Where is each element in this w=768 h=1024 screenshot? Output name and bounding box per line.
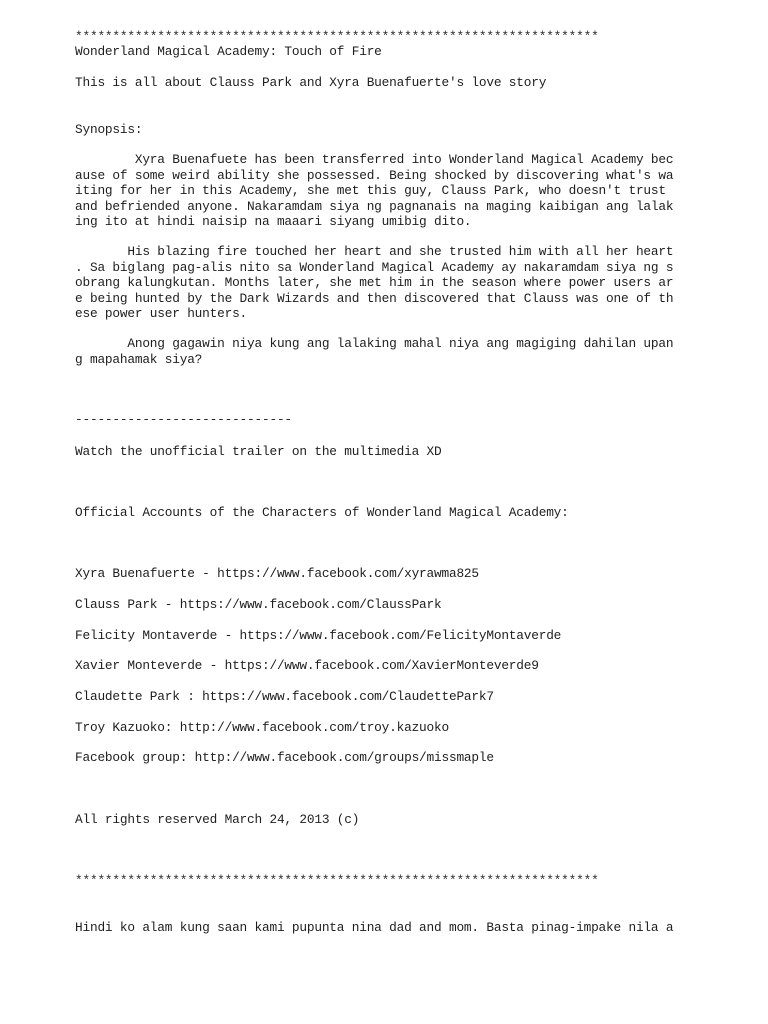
trailer-note: Watch the unofficial trailer on the multimedia XD [75,444,442,459]
synopsis-heading: Synopsis: [75,122,143,137]
tagline: This is all about Clauss Park and Xyra Buenafuerte's love story [75,75,547,90]
synopsis-p2-line: His blazing fire touched her heart and she trusted him with all her heart [75,244,674,259]
synopsis-p2-line: e being hunted by the Dark Wizards and then discovered that Clauss was one of th [75,290,674,306]
synopsis-p2-line: ese power user hunters. [75,306,248,321]
account-entry: Claudette Park : https://www.facebook.com/ClaudettePark7 [75,689,494,704]
dash-rule: ----------------------------- [75,412,292,427]
account-entry: Xyra Buenafuerte - https://www.facebook.com/xyrawma825 [75,566,479,581]
accounts-heading: Official Accounts of the Characters of Wonderland Magical Academy: [75,505,569,520]
synopsis-p1-line: ause of some weird ability she possessed. Being shocked by discovering what's wa [75,167,674,183]
synopsis-p1-line: iting for her in this Academy, she met this guy, Clauss Park, who doesn't trust [75,183,666,198]
account-entry: Xavier Monteverde - https://www.facebook.com/XavierMonteverde9 [75,658,539,673]
synopsis-p3-line: Anong gagawin niya kung ang lalaking mahal niya ang magiging dahilan upan [75,336,674,351]
account-entry: Felicity Montaverde - https://www.facebook.com/FelicityMontaverde [75,628,562,643]
document-title: Wonderland Magical Academy: Touch of Fire [75,44,382,59]
account-entry: Troy Kazuoko: http://www.facebook.com/troy.kazuoko [75,720,449,735]
story-opening-line: Hindi ko alam kung saan kami pupunta nina dad and mom. Basta pinag-impake nila a [75,920,674,935]
synopsis-p2-line: obrang kalungkutan. Months later, she met him in the season where power users ar [75,275,674,290]
document-page [75,0,695,1024]
synopsis-p1-line: ing ito at hindi naisip na maaari siyang umibig dito. [75,214,472,229]
bottom-asterisk-rule: ********************************************************************** [75,873,599,888]
rights-notice: All rights reserved March 24, 2013 (c) [75,812,360,827]
account-entry: Clauss Park - https://www.facebook.com/ClaussPark [75,597,442,612]
synopsis-p1-line: and befriended anyone. Nakaramdam siya ng pagnanais na maging kaibigan ang lalak [75,198,674,214]
top-asterisk-rule: ********************************************************************** [75,29,599,44]
account-entry: Facebook group: http://www.facebook.com/groups/missmaple [75,750,494,765]
synopsis-p1-line: Xyra Buenafuete has been transferred into Wonderland Magical Academy bec [75,152,674,167]
synopsis-p2-line: . Sa biglang pag-alis nito sa Wonderland Magical Academy ay nakaramdam siya ng s [75,259,674,275]
synopsis-p3-line: g mapahamak siya? [75,351,203,367]
